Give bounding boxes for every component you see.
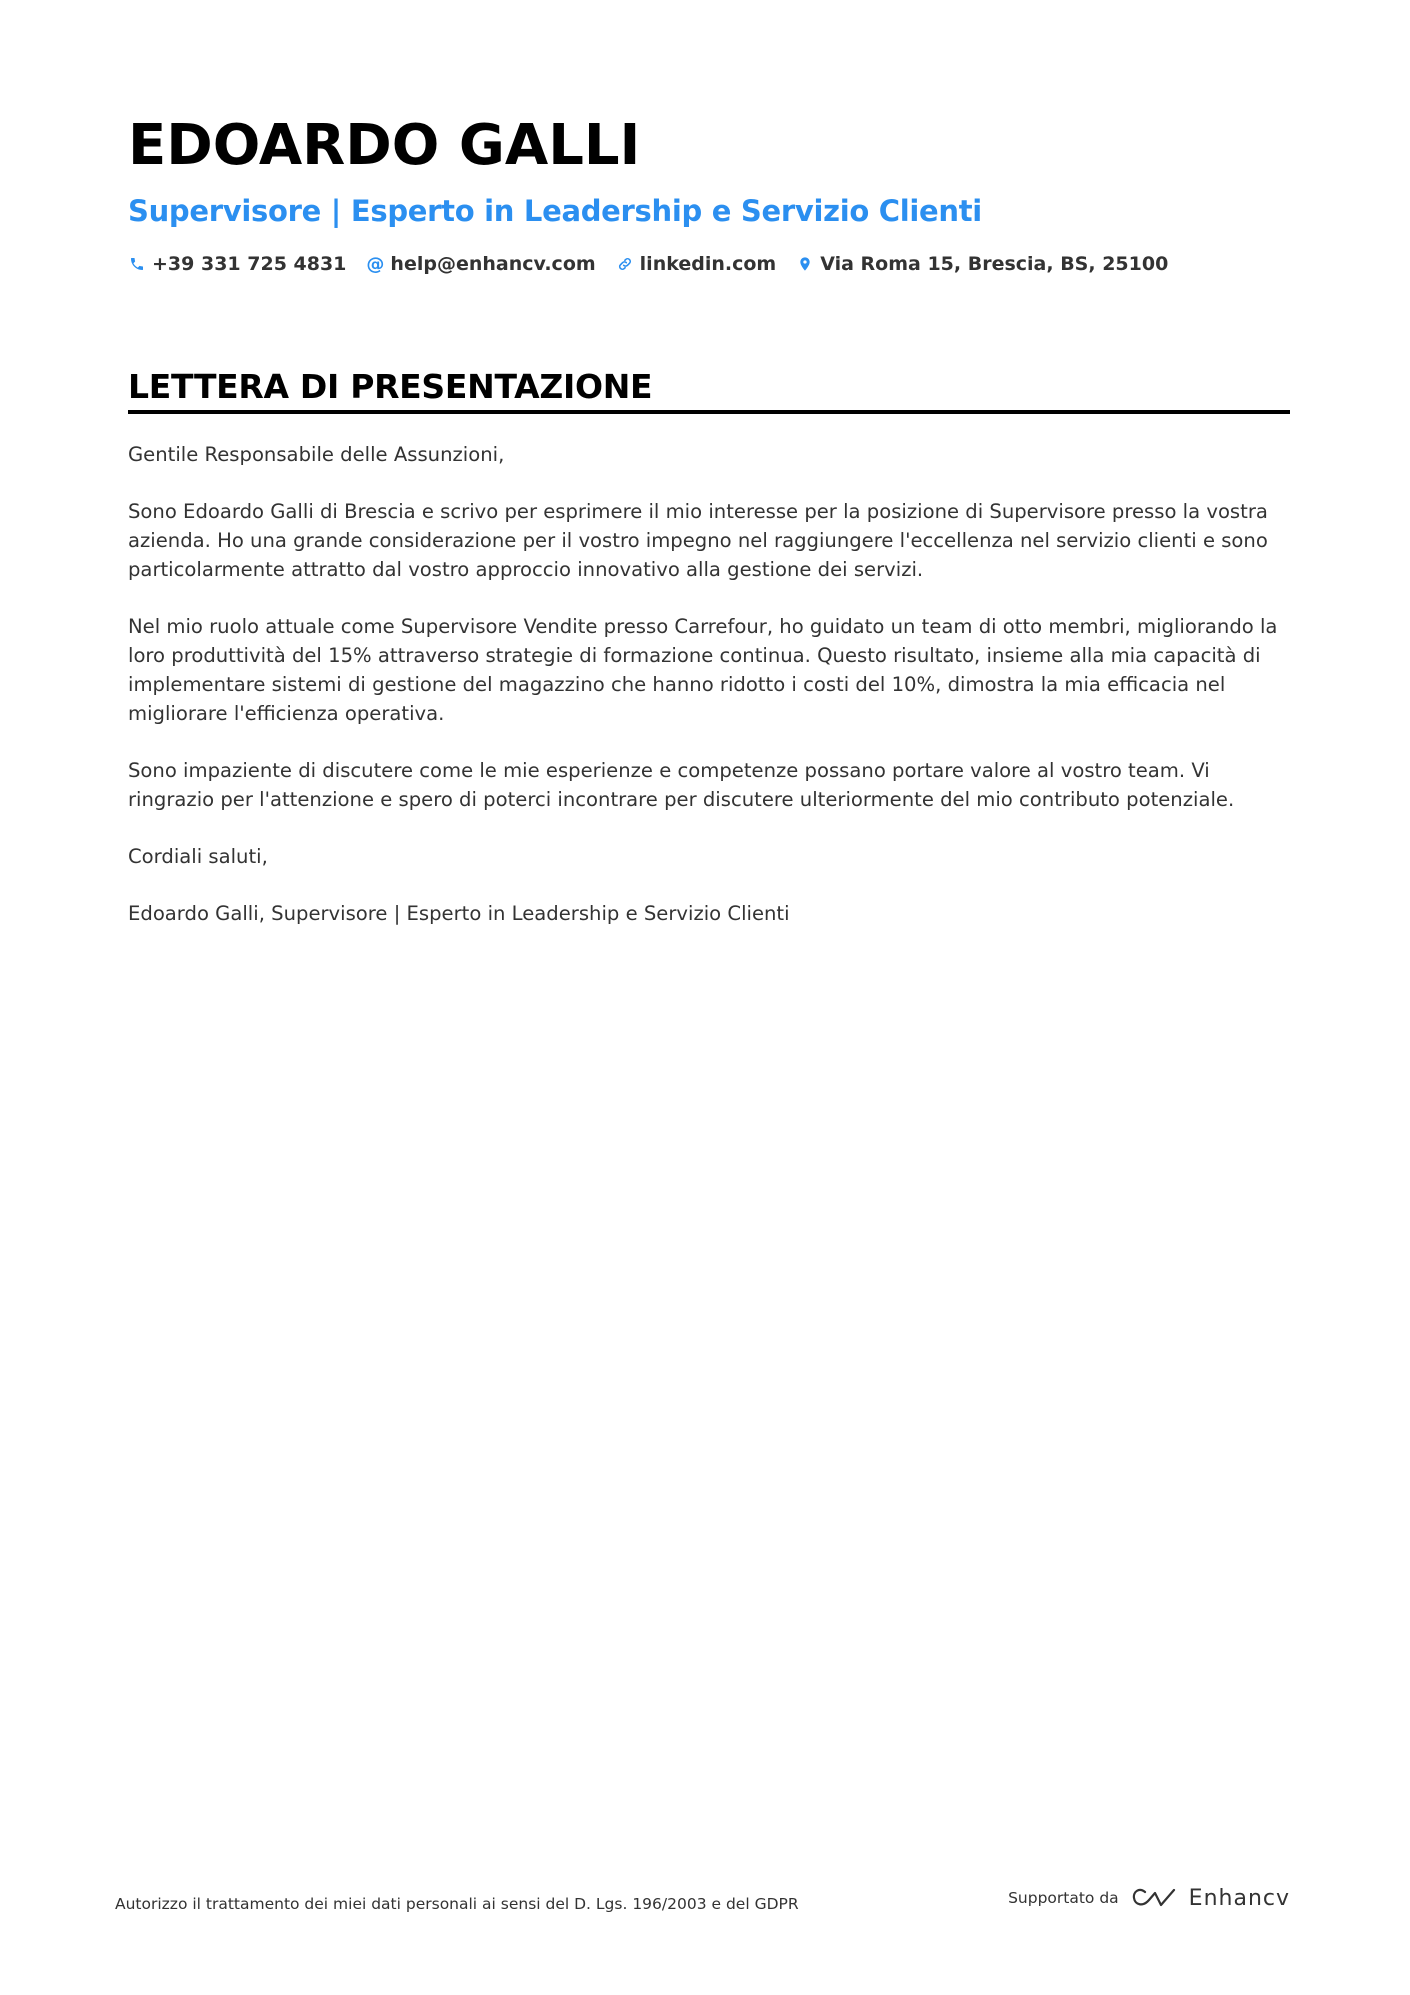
powered-by[interactable] [1008,1885,1290,1911]
letter-signature: Edoardo Galli, Supervisore | Esperto in Leadership e Servizio Clienti [128,902,790,925]
contact-address-text: Via Roma 15, Brescia, BS, 25100 [820,253,1169,275]
privacy-note: Autorizzo il trattamento dei miei dati personali ai sensi del D. Lgs. 196/2003 e del GDPR [115,1895,799,1913]
contact-phone [128,253,346,275]
phone-icon [128,255,146,273]
letter-body [128,440,1290,956]
section-divider [128,410,1290,414]
letter-paragraph: Sono Edoardo Galli di Brescia e scrivo per esprimere il mio interesse per la posizione di Supervisore presso la vostra azienda. Ho una grande considerazione per il vostro impegno nel raggiungere l'eccellenza nel servizio clienti e sono particolarmente attratto dal vostro approccio innovativo alla gestione dei servizi. [128,500,1268,581]
contact-email-text[interactable]: help@enhancv.com [390,253,596,275]
contact-phone-text: +39 331 725 4831 [152,253,347,275]
letter-paragraph: Nel mio ruolo attuale come Supervisore Vendite presso Carrefour, ho guidato un team di otto membri, migliorando la loro produttività del 15% attraverso strategie di formazione continua. Questo risultato, insieme alla mia capacità di implementare sistemi di gestione del magazzino che hanno ridotto i costi del 10%, dimostra la mia efficacia nel migliorare l'efficienza operativa. [128,615,1278,725]
contact-email[interactable] [366,253,595,275]
enhancv-logo-icon [1131,1885,1177,1911]
letter-closing: Cordiali saluti, [128,845,268,868]
candidate-name: EDOARDO GALLI [128,113,641,178]
location-pin-icon [796,255,814,273]
section-title: LETTERA DI PRESENTAZIONE [128,367,653,406]
letter-greeting: Gentile Responsabile delle Assunzioni, [128,443,505,466]
at-icon: @ [366,253,385,275]
enhancv-brand: Enhancv [1188,1885,1290,1911]
contact-linkedin[interactable] [616,253,777,275]
powered-by-label: Supportato da [1008,1889,1119,1907]
letter-paragraph: Sono impaziente di discutere come le mie esperienze e competenze possano portare valore al vostro team. Vi ringrazio per l'attenzione e spero di poterci incontrare per discutere ulteriormente del mio contributo potenziale. [128,759,1235,811]
link-icon [616,255,634,273]
candidate-headline: Supervisore | Esperto in Leadership e Servizio Clienti [128,194,982,228]
contact-address [796,253,1168,275]
contact-bar [128,253,1188,275]
contact-linkedin-text[interactable]: linkedin.com [639,253,777,275]
